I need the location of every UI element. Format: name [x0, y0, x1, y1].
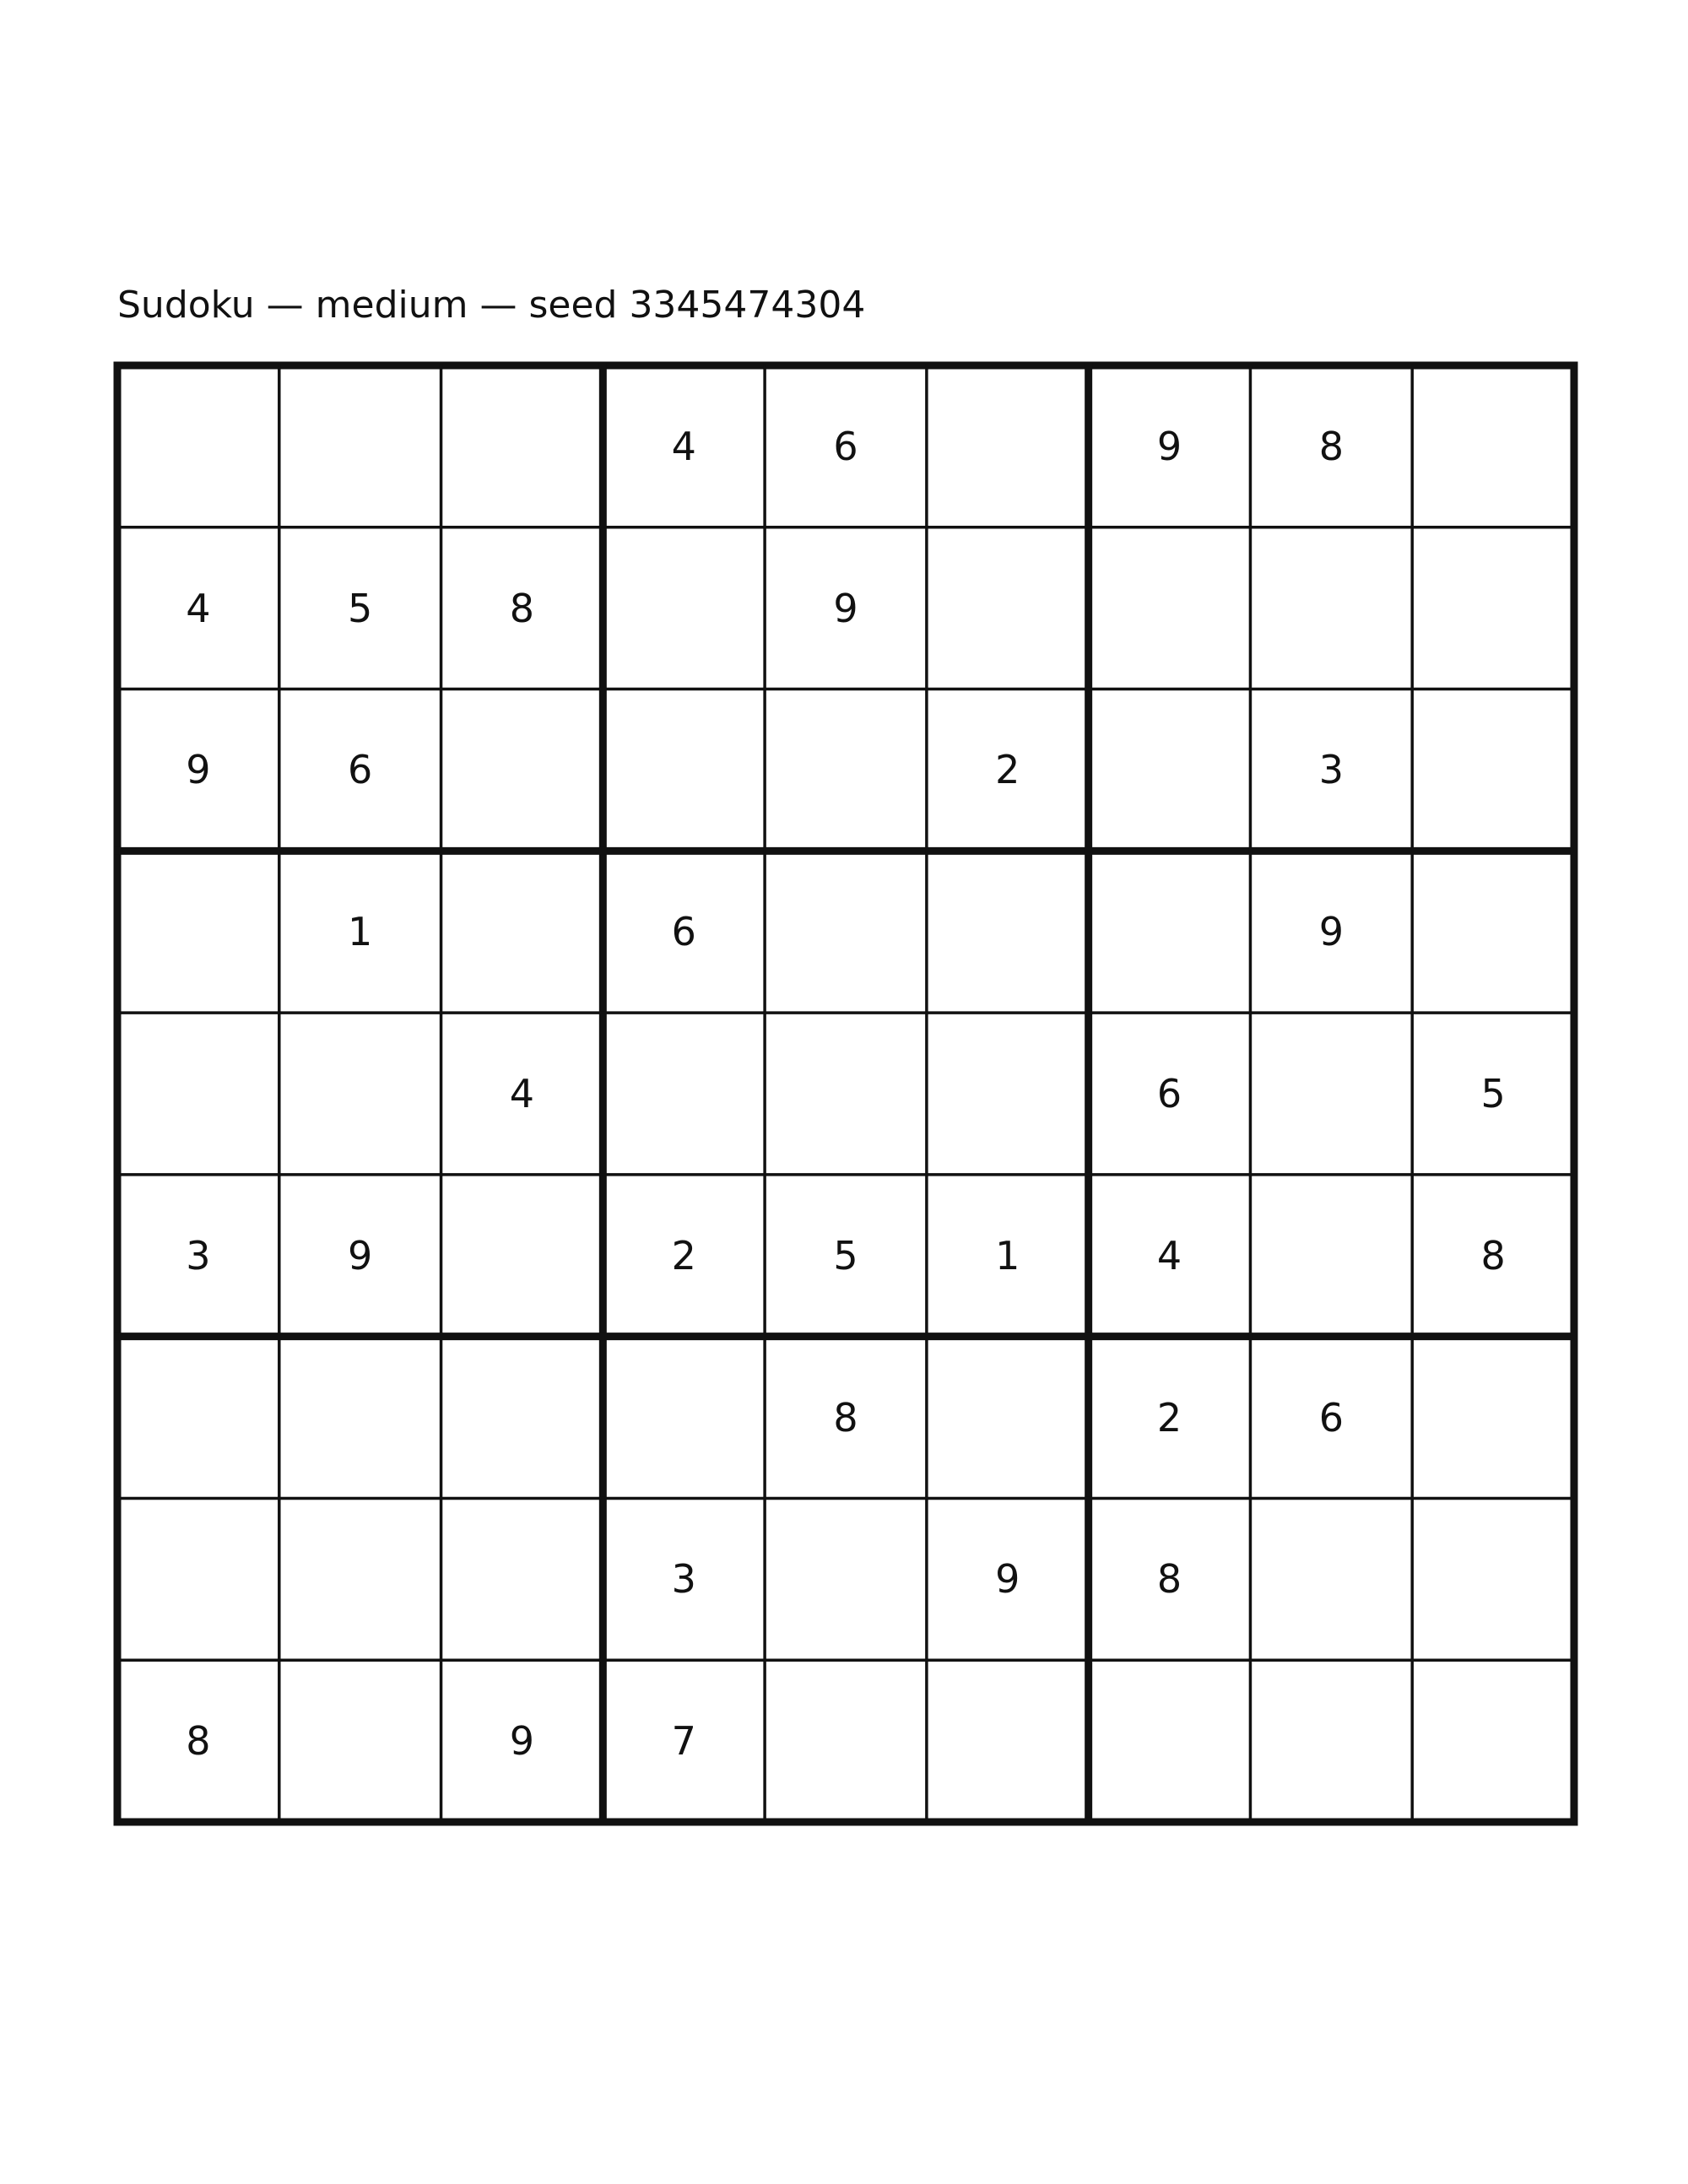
- sudoku-cell-r2-c1[interactable]: 4: [186, 585, 211, 631]
- puzzle-title: Sudoku — medium — seed 3345474304: [117, 284, 866, 327]
- sudoku-cell-r9-c6[interactable]: [927, 1660, 1089, 1822]
- sudoku-cell-r4-c8[interactable]: 9: [1318, 909, 1344, 955]
- sudoku-cell-r2-c8[interactable]: [1250, 527, 1412, 689]
- sudoku-cell-r4-c5[interactable]: [765, 851, 927, 1013]
- sudoku-cell-r1-c6[interactable]: [927, 365, 1089, 527]
- sudoku-cell-r8-c6[interactable]: 9: [995, 1556, 1020, 1603]
- sudoku-cell-r1-c8[interactable]: 8: [1318, 423, 1344, 469]
- sudoku-cell-r6-c5[interactable]: 5: [833, 1232, 858, 1279]
- sudoku-cell-r1-c3[interactable]: [441, 365, 603, 527]
- sudoku-cell-r5-c3[interactable]: 4: [509, 1070, 535, 1116]
- sudoku-cell-r3-c7[interactable]: [1089, 689, 1251, 851]
- sudoku-cell-r6-c6[interactable]: 1: [995, 1232, 1020, 1279]
- sudoku-cell-r7-c9[interactable]: [1412, 1337, 1574, 1499]
- sudoku-cell-r5-c1[interactable]: [117, 1013, 279, 1175]
- sudoku-cell-r2-c3[interactable]: 8: [509, 585, 535, 631]
- sudoku-cell-r4-c1[interactable]: [117, 851, 279, 1013]
- sudoku-cell-r7-c7[interactable]: 2: [1156, 1394, 1182, 1441]
- sudoku-cell-r3-c6[interactable]: 2: [995, 747, 1020, 793]
- sudoku-cell-r3-c4[interactable]: [603, 689, 765, 851]
- sudoku-cell-r9-c1[interactable]: 8: [186, 1718, 211, 1765]
- sudoku-cell-r6-c9[interactable]: 8: [1480, 1232, 1506, 1279]
- sudoku-cell-r1-c5[interactable]: 6: [833, 423, 858, 469]
- sudoku-cell-r6-c1[interactable]: 3: [186, 1232, 211, 1279]
- sudoku-cell-r3-c1[interactable]: 9: [186, 747, 211, 793]
- sudoku-cell-r4-c6[interactable]: [927, 851, 1089, 1013]
- sudoku-cell-r5-c6[interactable]: [927, 1013, 1089, 1175]
- sudoku-cell-r1-c1[interactable]: [117, 365, 279, 527]
- sudoku-cell-r9-c7[interactable]: [1089, 1660, 1251, 1822]
- sudoku-cell-r8-c9[interactable]: [1412, 1498, 1574, 1660]
- sudoku-cell-r5-c7[interactable]: 6: [1156, 1070, 1182, 1116]
- sudoku-cell-r6-c2[interactable]: 9: [348, 1232, 373, 1279]
- sudoku-cell-r7-c4[interactable]: [603, 1337, 765, 1499]
- sudoku-cell-r6-c8[interactable]: [1250, 1175, 1412, 1337]
- sudoku-cell-r8-c3[interactable]: [441, 1498, 603, 1660]
- sudoku-cell-r8-c7[interactable]: 8: [1156, 1556, 1182, 1603]
- sudoku-cell-r6-c3[interactable]: [441, 1175, 603, 1337]
- sudoku-cell-r1-c7[interactable]: 9: [1156, 423, 1182, 469]
- sudoku-cell-r2-c2[interactable]: 5: [348, 585, 373, 631]
- sudoku-cell-r3-c5[interactable]: [765, 689, 927, 851]
- sudoku-cell-r3-c3[interactable]: [441, 689, 603, 851]
- sudoku-cell-r5-c8[interactable]: [1250, 1013, 1412, 1175]
- sudoku-cell-r6-c4[interactable]: 2: [671, 1232, 696, 1279]
- sudoku-board: [117, 365, 1574, 1822]
- sudoku-cell-r1-c2[interactable]: [279, 365, 441, 527]
- sudoku-cell-r7-c2[interactable]: [279, 1337, 441, 1499]
- sudoku-cell-r8-c2[interactable]: [279, 1498, 441, 1660]
- sudoku-cell-r6-c7[interactable]: 4: [1156, 1232, 1182, 1279]
- sudoku-cell-r4-c7[interactable]: [1089, 851, 1251, 1013]
- sudoku-cell-r4-c9[interactable]: [1412, 851, 1574, 1013]
- sudoku-cell-r5-c9[interactable]: 5: [1480, 1070, 1506, 1116]
- sudoku-cell-r3-c2[interactable]: 6: [348, 747, 373, 793]
- sudoku-cell-r4-c2[interactable]: 1: [348, 909, 373, 955]
- sudoku-cell-r5-c5[interactable]: [765, 1013, 927, 1175]
- sudoku-cell-r3-c9[interactable]: [1412, 689, 1574, 851]
- sudoku-cell-r1-c4[interactable]: 4: [671, 423, 696, 469]
- sudoku-cell-r8-c8[interactable]: [1250, 1498, 1412, 1660]
- sudoku-cell-r7-c3[interactable]: [441, 1337, 603, 1499]
- sudoku-cell-r4-c3[interactable]: [441, 851, 603, 1013]
- sudoku-cell-r5-c2[interactable]: [279, 1013, 441, 1175]
- sudoku-cell-r7-c1[interactable]: [117, 1337, 279, 1499]
- sudoku-cell-r5-c4[interactable]: [603, 1013, 765, 1175]
- sudoku-cell-r9-c3[interactable]: 9: [509, 1718, 535, 1765]
- sudoku-cell-r9-c9[interactable]: [1412, 1660, 1574, 1822]
- sudoku-cell-r7-c5[interactable]: 8: [833, 1394, 858, 1441]
- sudoku-cell-r8-c1[interactable]: [117, 1498, 279, 1660]
- sudoku-cell-r9-c8[interactable]: [1250, 1660, 1412, 1822]
- sudoku-cell-r3-c8[interactable]: 3: [1318, 747, 1344, 793]
- sudoku-grid: [117, 365, 1574, 1822]
- sudoku-cell-r1-c9[interactable]: [1412, 365, 1574, 527]
- sudoku-cell-r2-c9[interactable]: [1412, 527, 1574, 689]
- sudoku-cell-r4-c4[interactable]: 6: [671, 909, 696, 955]
- sudoku-cell-r2-c5[interactable]: 9: [833, 585, 858, 631]
- sudoku-cell-r9-c2[interactable]: [279, 1660, 441, 1822]
- sudoku-cell-r9-c4[interactable]: 7: [671, 1718, 696, 1765]
- sudoku-cell-r8-c5[interactable]: [765, 1498, 927, 1660]
- sudoku-cell-r7-c8[interactable]: 6: [1318, 1394, 1344, 1441]
- sudoku-cell-r8-c4[interactable]: 3: [671, 1556, 696, 1603]
- sudoku-cell-r2-c4[interactable]: [603, 527, 765, 689]
- sudoku-cell-r9-c5[interactable]: [765, 1660, 927, 1822]
- sudoku-cell-r7-c6[interactable]: [927, 1337, 1089, 1499]
- sudoku-cell-r2-c7[interactable]: [1089, 527, 1251, 689]
- sudoku-cell-r2-c6[interactable]: [927, 527, 1089, 689]
